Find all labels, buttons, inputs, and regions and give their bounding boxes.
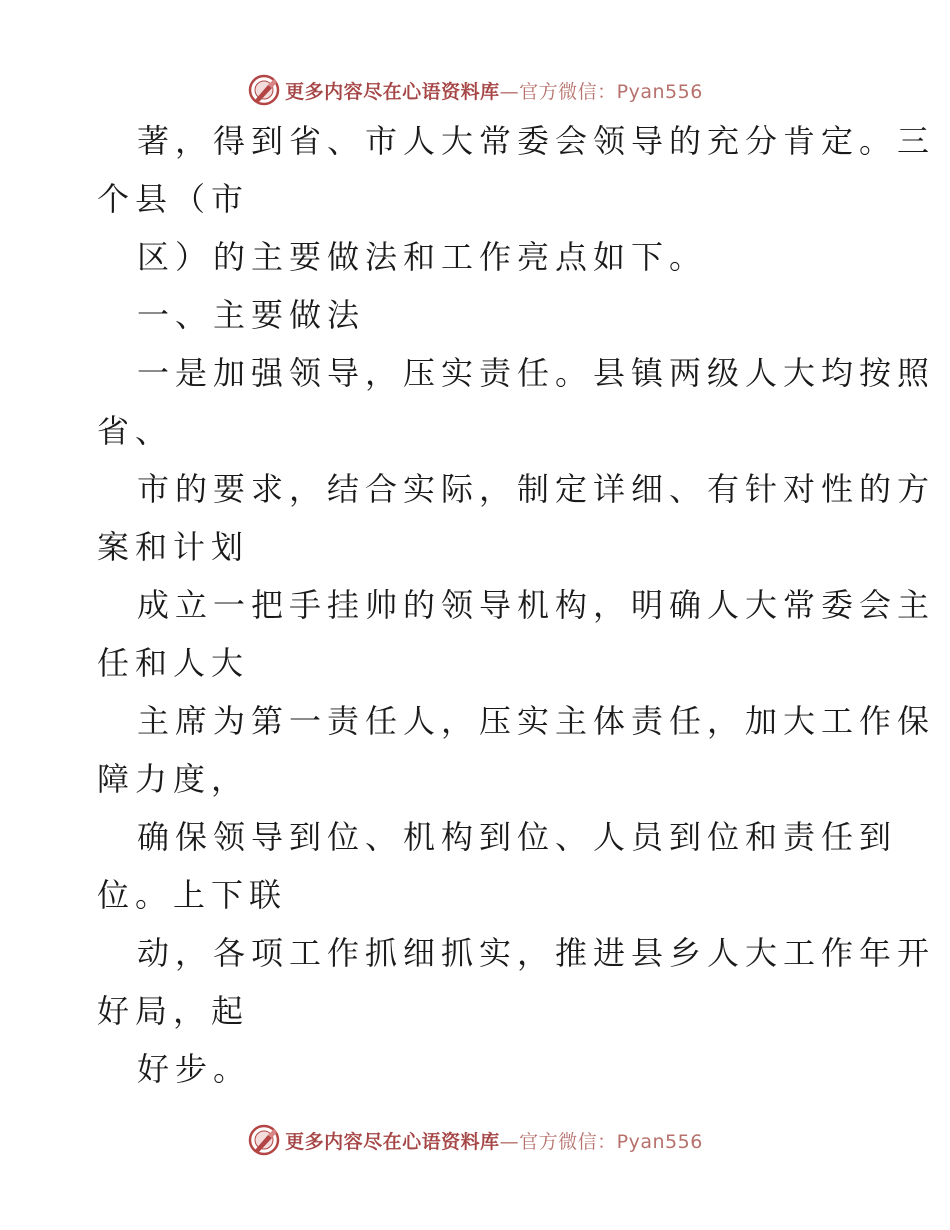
body-line: 好步。 — [137, 1050, 252, 1088]
body-line: 市的要求，结合实际，制定详细、有针对性的方 — [137, 470, 936, 508]
watermark-suffix-text: 官方微信：Pyan556 — [519, 1130, 703, 1153]
body-line: 案和计划 — [97, 528, 250, 566]
watermark-main-text: 更多内容尽在心语资料库 — [285, 1130, 500, 1153]
watermark-text — [285, 1127, 703, 1154]
body-line: 区）的主要做法和工作亮点如下。 — [137, 238, 708, 276]
watermark-text — [285, 77, 703, 104]
body-line: 位。上下联 — [97, 876, 288, 914]
body-line: 个县（市 — [97, 180, 250, 218]
watermark-suffix-text: 官方微信：Pyan556 — [519, 80, 703, 103]
body-line: 障力度， — [97, 760, 250, 798]
body-line: 一是加强领导，压实责任。县镇两级人大均按照 — [137, 354, 936, 392]
body-line: 主席为第一责任人，压实主体责任，加大工作保 — [137, 702, 936, 740]
footer-watermark — [0, 1120, 950, 1160]
body-line: 成立一把手挂帅的领导机构，明确人大常委会主 — [137, 586, 936, 624]
body-line: 任和人大 — [97, 644, 250, 682]
body-line: 著，得到省、市人大常委会领导的充分肯定。三 — [137, 122, 936, 160]
section-heading: 一、主要做法 — [137, 296, 366, 334]
watermark-main-text: 更多内容尽在心语资料库 — [285, 80, 500, 103]
watermark-dash: — — [499, 80, 520, 103]
body-line: 好局，起 — [97, 992, 250, 1030]
body-line: 确保领导到位、机构到位、人员到位和责任到 — [137, 818, 898, 856]
document-body — [97, 122, 936, 1108]
body-line: 动，各项工作抓细抓实，推进县乡人大工作年开 — [137, 934, 936, 972]
header-watermark — [0, 70, 950, 110]
body-line: 省、 — [97, 412, 174, 450]
watermark-dash: — — [499, 1130, 520, 1153]
pen-logo-icon — [247, 1123, 281, 1157]
pen-logo-icon — [247, 73, 281, 107]
